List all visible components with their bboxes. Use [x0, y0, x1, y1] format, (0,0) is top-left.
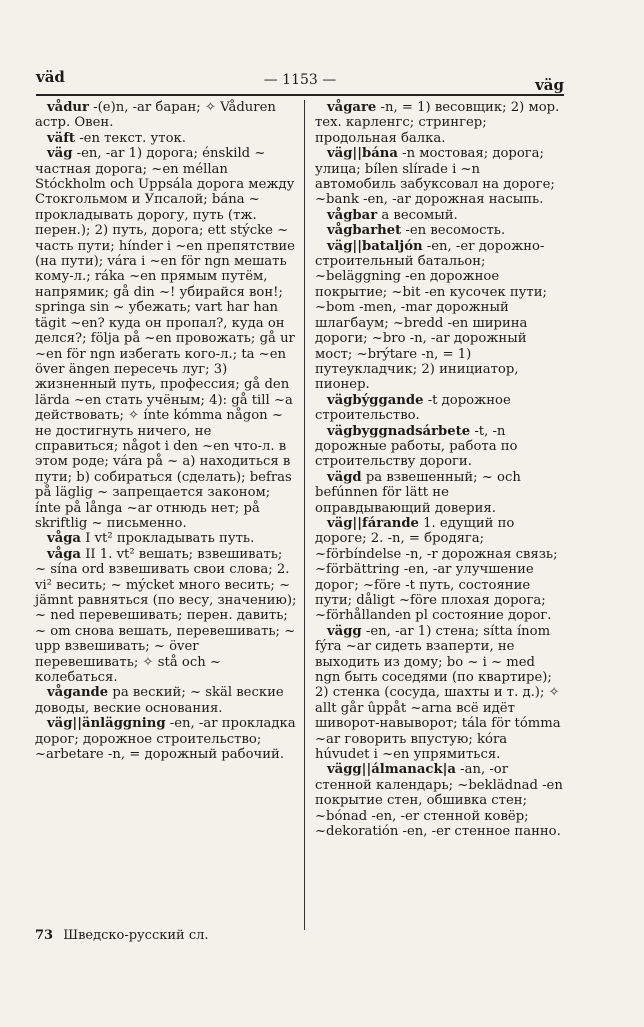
entry-headword: våga: [47, 531, 81, 547]
dictionary-entry: [315, 624, 563, 763]
dictionary-entry: [35, 547, 297, 686]
dictionary-entry: [315, 100, 563, 146]
entry-definition: -en, -ar 1) дорога; énskild ~ частная дорога; ~en méllan Stóckholm och Uppsála дорога между Стокгольмом и Упсалой; bána ~ прокладывать дорогу, путь (тж. перен.); 2) путь, дорога; ett stýcke ~ часть пути; hínder i ~en препятствие (на пути); vára i ~en för ngn мешать кому-л.; ráka ~en прямым путём, напрямик; gå din ~! убирайся вон!; springa sin ~ убежать; vart har han tägit ~en? куда он пропал?, куда он делся?; följa på ~en провожать; gå ur ~en för ngn избегать кого-л.; ta ~en över ängen пересечь луг; 3) жизненный путь, профессия; gå den lärda ~en стать учёным; 4): gå till ~a действовать; ✧ ínte kómma någon ~ не достигнуть ничего, не справиться; något i den ~en что-л. в этом роде; vára på ~ a) находиться в пути; b) собираться (сделать); befras på läglig ~ запрещается законом; ínte på långa ~ar отнюдь нет; på skriftlig ~ письменно.: [35, 146, 295, 531]
entry-definition: pa веский; ~ skäl веские доводы, веские основания.: [35, 685, 284, 716]
entry-definition: 1. едущий по дороге; 2. -n, = бродяга; ~förbíndelse -n, -r дорожная связь; ~förbättring -en, -ar улучшение дорог; ~före -t путь, состояние пути; dåligt ~före плохая дорога; ~förhållanden pl состояние дорог.: [315, 515, 558, 624]
entry-definition: -t, -n дорожные работы, работа по строительству дороги.: [315, 423, 518, 470]
header-right-guide-word: väg: [535, 76, 564, 94]
entry-definition: -en, -ar прокладка дорог; дорожное строительство; ~arbetare -n, = дорожный рабочий.: [35, 716, 296, 763]
page-header: [36, 66, 564, 94]
dictionary-entry: [315, 470, 563, 516]
entry-headword: väft: [47, 130, 75, 146]
entry-headword: vågbarhet: [327, 223, 402, 239]
entry-headword: väg: [47, 146, 73, 162]
header-rule: [36, 94, 564, 96]
entry-headword: väg||bána: [327, 146, 398, 162]
entry-headword: vågbar: [327, 207, 378, 223]
entry-definition: -en, -ar 1) стена; sítta ínom fýra ~ar сидеть взаперти, не выходить из дому; bo ~ i ~ med ngn быть соседями (по квартире); 2) стенка (сосуда, шахты и т. д.); ✧ allt går ûppåt ~arna всё идёт шиворот-навыворот; tála för tómma ~ar говорить впустую; kóra húvudet i ~en упрямиться.: [315, 623, 561, 763]
entry-headword: vägbyggnadsárbete: [327, 423, 471, 439]
dictionary-entry: [35, 716, 297, 762]
entry-headword: vågande: [47, 685, 109, 701]
entry-headword: vägg||álmanack|a: [327, 762, 456, 778]
entry-headword: vågare: [327, 100, 377, 115]
entry-headword: våga: [47, 546, 81, 562]
dictionary-entry: [315, 208, 563, 223]
dictionary-entry: [315, 762, 563, 839]
entry-definition: -n, = 1) весовщик; 2) мор. тех. карленгс; стрингер; продольная балка.: [315, 100, 560, 146]
left-column: [35, 100, 297, 762]
dictionary-entry: [35, 531, 297, 546]
entry-headword: väg||änläggning: [47, 716, 166, 732]
dictionary-entry: [315, 146, 563, 208]
entry-definition: -t дорожное строительство.: [315, 392, 511, 424]
entry-definition: -en, -er дорожно-строительный батальон; ~beläggning -en дорожное покрытие; ~bit -en кусочек пути; ~bom -men, -mar дорожный шлагбаум; ~bredd -en ширина дороги; ~bro -n, -ar дорожный мост; ~brýtare -n, = 1) путеукладчик; 2) инициатор, пионер.: [315, 238, 547, 393]
dictionary-entry: [35, 685, 297, 716]
entry-definition: pa взвешенный; ~ och befúnnen för lätt не оправдывающий доверия.: [315, 469, 521, 516]
entry-definition: -(e)n, -ar баран; ✧ Våduren астр. Овен.: [35, 100, 276, 131]
entry-definition: a весомый.: [381, 207, 458, 223]
entry-definition: -an, -or стенной календарь; ~beklädnad -en покрытие стен, обшивка стен; ~bónad -en, -er стенной ковёр; ~dekoratión -en, -er стенное панно.: [315, 762, 563, 840]
entry-definition: -en весомость.: [405, 223, 506, 239]
column-divider: [304, 100, 305, 930]
dictionary-entry: [315, 223, 563, 238]
footer-text: Шведско-русский сл.: [63, 928, 209, 943]
dictionary-entry: [35, 146, 297, 531]
dictionary-entry: [35, 100, 297, 131]
entry-headword: väg||fárande: [327, 515, 419, 531]
right-column: [315, 100, 563, 840]
entry-definition: II 1. vt² вешать; взвешивать; ~ sína ord взвешивать свои слова; 2. vi² весить; ~ mýcket много весить; ~ jämnt равняться (по весу, значению); ~ ned перевешивать; перен. давить; ~ om снова вешать, перевешивать; ~ upp взвешивать; ~ över перевешивать; ✧ stå och ~ колебаться.: [35, 546, 297, 686]
signature-number: 73: [35, 928, 54, 943]
dictionary-entry: [315, 393, 563, 424]
entry-definition: -en текст. уток.: [79, 130, 186, 146]
entry-headword: vägbýggande: [327, 392, 424, 408]
dictionary-entry: [315, 239, 563, 393]
page-footer: [35, 928, 209, 943]
entry-headword: vådur: [47, 100, 89, 115]
dictionary-entry: [315, 516, 563, 624]
entry-headword: väg||bataljón: [327, 238, 423, 254]
dictionary-entry: [315, 424, 563, 470]
entry-headword: vägd: [327, 469, 362, 485]
header-left-guide-word: väd: [36, 68, 65, 86]
page-number: — 1153 —: [263, 72, 337, 88]
entry-headword: vägg: [327, 623, 362, 639]
entry-definition: I vt² прокладывать путь.: [85, 531, 255, 547]
entry-definition: -n мостовая; дорога; улица; bílen slírade i ~n автомобиль забуксовал на дороге; ~bank -en, -ar дорожная насыпь.: [315, 146, 555, 208]
dictionary-entry: [35, 131, 297, 146]
